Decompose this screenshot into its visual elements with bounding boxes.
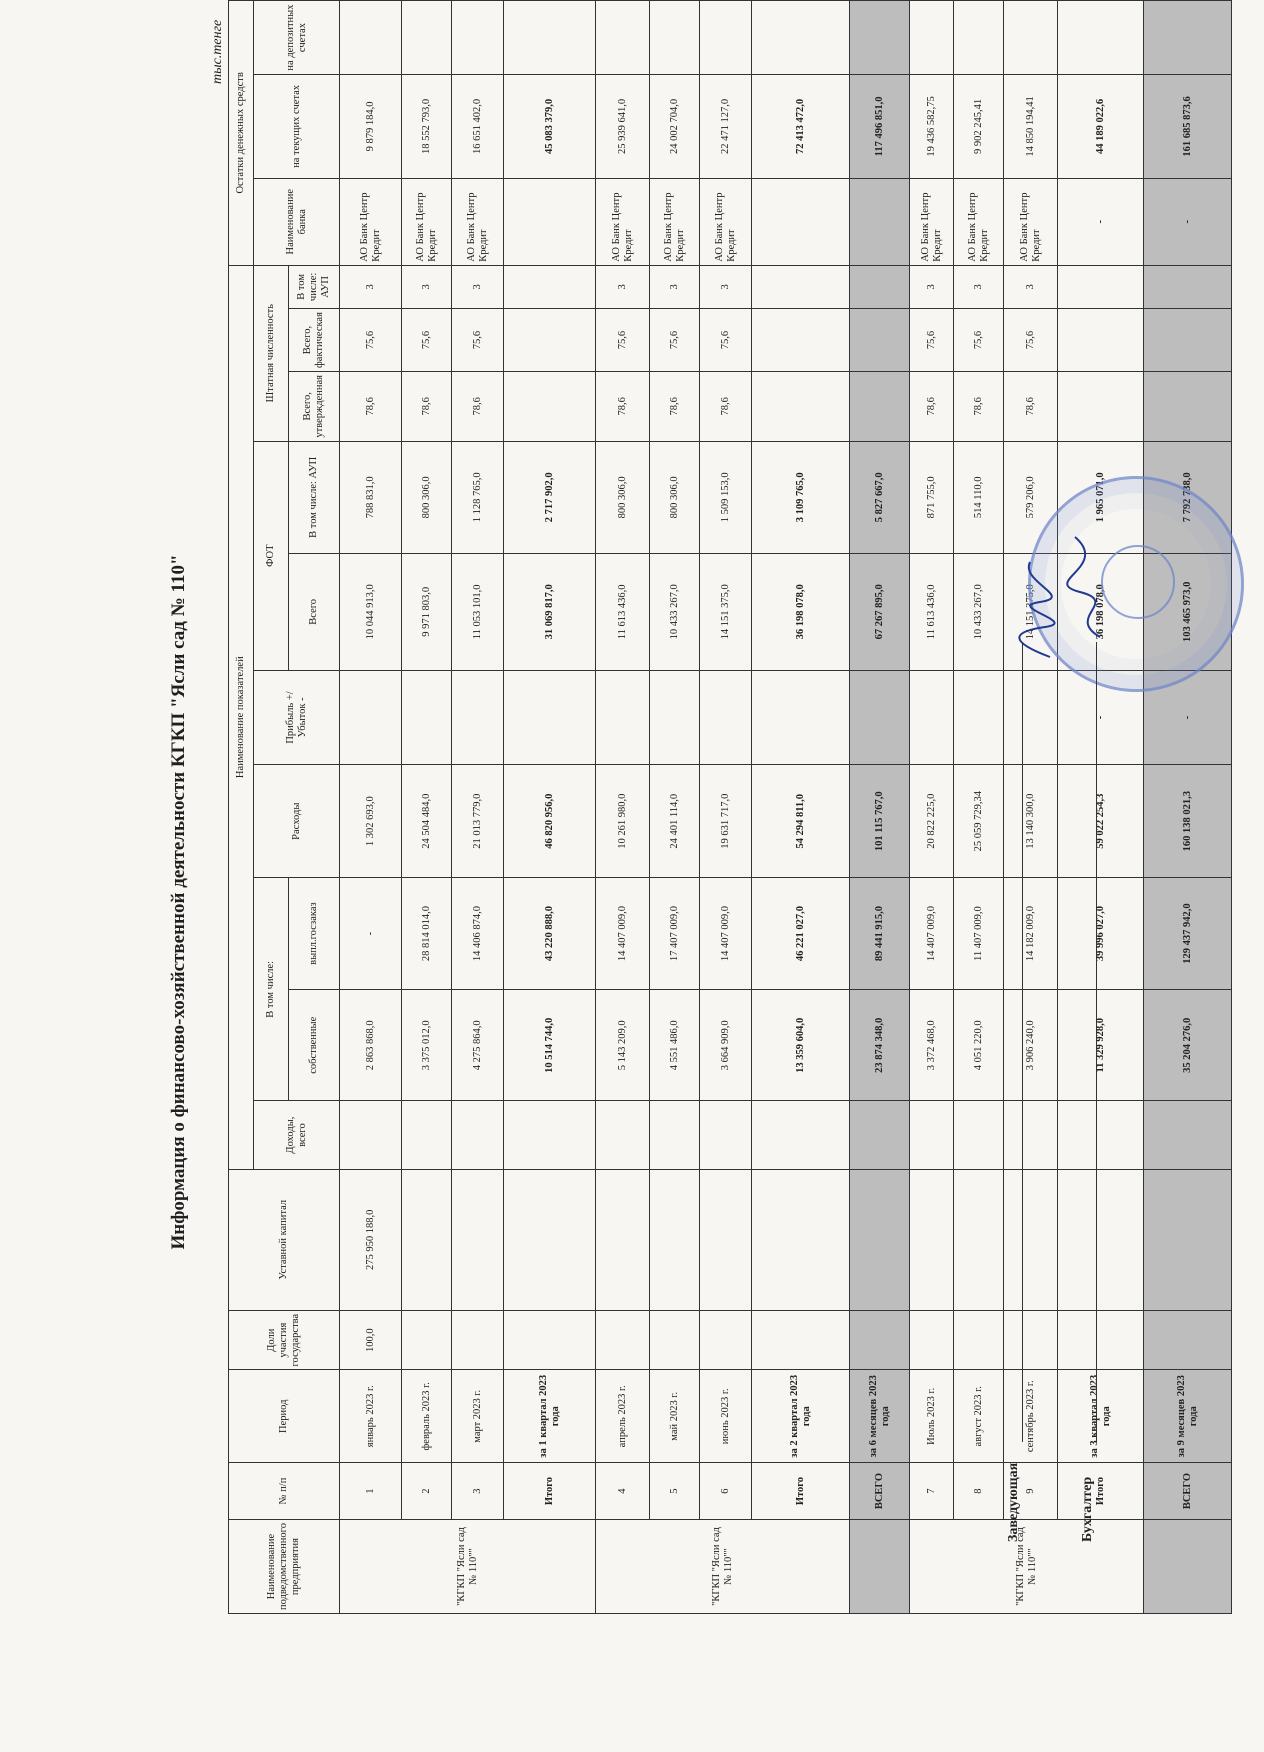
cell-state-order: 14 182 009,0 — [1004, 878, 1058, 990]
cell-deposit — [850, 1, 910, 75]
cell-fot-aup: 514 110,0 — [954, 441, 1004, 553]
cell-staff-aup: 3 — [596, 265, 650, 308]
cell-own: 10 514 744,0 — [504, 990, 596, 1101]
header-num: № п/п — [229, 1463, 340, 1520]
cell-fot-aup: 579 206,0 — [1004, 441, 1058, 553]
cell-share — [452, 1310, 504, 1370]
cell-state-order: 14 407 009,0 — [700, 878, 752, 990]
cell-staff-actual — [504, 309, 596, 372]
cell-own: 4 551 486,0 — [650, 990, 700, 1101]
cell-period: июнь 2023 г. — [700, 1370, 752, 1463]
cell-staff-approved: 78,6 — [910, 372, 954, 442]
cell-share — [954, 1310, 1004, 1370]
cell-capital — [954, 1169, 1004, 1310]
cell-capital — [1058, 1169, 1144, 1310]
table-row — [650, 1, 700, 1614]
cell-deposit — [402, 1, 452, 75]
cell-staff-approved: 78,6 — [650, 372, 700, 442]
cell-num: 1 — [340, 1463, 402, 1520]
cell-staff-approved — [504, 372, 596, 442]
cell-income — [402, 1101, 452, 1169]
cell-fot-total: 10 433 267,0 — [650, 553, 700, 670]
cell-deposit — [910, 1, 954, 75]
cell-capital — [596, 1169, 650, 1310]
cell-period: за 1 квартал 2023 года — [504, 1370, 596, 1463]
cell-period: февраль 2023 г. — [402, 1370, 452, 1463]
cell-expenses: 25 059 729,34 — [954, 765, 1004, 878]
cell-bank: АО Банк Центр Кредит — [1004, 178, 1058, 265]
cell-current: 25 939 641,0 — [596, 75, 650, 179]
cell-own: 3 906 240,0 — [1004, 990, 1058, 1101]
cell-own: 13 359 604,0 — [752, 990, 850, 1101]
cell-staff-aup — [850, 265, 910, 308]
cell-fot-total: 11 613 436,0 — [596, 553, 650, 670]
cell-fot-total: 103 465 973,0 — [1144, 553, 1232, 670]
cell-deposit — [1144, 1, 1232, 75]
cell-fot-aup: 7 792 738,0 — [1144, 441, 1232, 553]
header-indicators: Наименование показателей — [229, 265, 254, 1169]
table-row — [850, 1, 910, 1614]
cell-current: 9 902 245,41 — [954, 75, 1004, 179]
cell-share — [752, 1310, 850, 1370]
cell-profit — [910, 670, 954, 765]
cell-expenses: 19 631 717,0 — [700, 765, 752, 878]
cell-staff-approved: 78,6 — [954, 372, 1004, 442]
cell-expenses: 20 822 225,0 — [910, 765, 954, 878]
cell-bank: АО Банк Центр Кредит — [452, 178, 504, 265]
cell-period: за 2 квартал 2023 года — [752, 1370, 850, 1463]
cell-deposit — [504, 1, 596, 75]
finance-table — [228, 0, 1232, 1614]
table-row — [504, 1, 596, 1614]
header-staff: Штатная численность — [254, 265, 289, 441]
cell-staff-aup: 3 — [954, 265, 1004, 308]
cell-capital — [700, 1169, 752, 1310]
table-row — [1144, 1, 1232, 1614]
cell-deposit — [1004, 1, 1058, 75]
cell-num: 5 — [650, 1463, 700, 1520]
cell-num: 6 — [700, 1463, 752, 1520]
cell-income — [1058, 1101, 1144, 1169]
cell-income — [596, 1101, 650, 1169]
cell-fot-total: 14 151 375,0 — [1004, 553, 1058, 670]
cell-staff-actual: 75,6 — [452, 309, 504, 372]
cell-period: сентябрь 2023 г. — [1004, 1370, 1058, 1463]
signature-accountant-label: Бухгалтер — [1080, 1476, 1095, 1542]
cell-staff-actual — [1144, 309, 1232, 372]
cell-fot-total: 11 053 101,0 — [452, 553, 504, 670]
cell-bank — [752, 178, 850, 265]
signature-head-line — [1022, 642, 1023, 1442]
table-row — [752, 1, 850, 1614]
cell-deposit — [650, 1, 700, 75]
cell-own: 3 375 012,0 — [402, 990, 452, 1101]
cell-state-order: 46 221 027,0 — [752, 878, 850, 990]
cell-staff-approved: 78,6 — [402, 372, 452, 442]
cell-num: 7 — [910, 1463, 954, 1520]
header-profit: Прибыль +/ Убыток - — [254, 670, 340, 765]
cell-current: 45 083 379,0 — [504, 75, 596, 179]
cell-fot-aup: 871 755,0 — [910, 441, 954, 553]
header-including: В том числе: — [254, 878, 289, 1101]
cell-fot-aup: 5 827 667,0 — [850, 441, 910, 553]
cell-current: 44 189 022,6 — [1058, 75, 1144, 179]
cell-fot-total: 11 613 436,0 — [910, 553, 954, 670]
cell-fot-aup: 800 306,0 — [596, 441, 650, 553]
cell-bank — [850, 178, 910, 265]
cell-capital — [910, 1169, 954, 1310]
cell-num: Итого — [752, 1463, 850, 1520]
cell-fot-total: 36 198 078,0 — [752, 553, 850, 670]
cell-state-order: 14 407 009,0 — [910, 878, 954, 990]
cell-staff-actual — [752, 309, 850, 372]
cell-current: 22 471 127,0 — [700, 75, 752, 179]
cell-bank: АО Банк Центр Кредит — [650, 178, 700, 265]
cell-fot-total: 31 069 817,0 — [504, 553, 596, 670]
header-fot-aup: В том числе: АУП — [289, 441, 340, 553]
cell-bank: АО Банк Центр Кредит — [402, 178, 452, 265]
cell-fot-total: 10 433 267,0 — [954, 553, 1004, 670]
cell-income — [1144, 1101, 1232, 1169]
cell-num: ВСЕГО — [1144, 1463, 1232, 1520]
cell-enterprise-empty — [1144, 1520, 1232, 1614]
cell-staff-approved: 78,6 — [452, 372, 504, 442]
cell-current: 18 552 793,0 — [402, 75, 452, 179]
cell-expenses: 46 820 956,0 — [504, 765, 596, 878]
cell-share — [1058, 1310, 1144, 1370]
cell-income — [752, 1101, 850, 1169]
cell-staff-approved — [752, 372, 850, 442]
header-current: на текущих счетах — [254, 75, 340, 179]
header-state-share: Доли участия государства — [229, 1310, 340, 1370]
cell-deposit — [954, 1, 1004, 75]
cell-own: 4 051 220,0 — [954, 990, 1004, 1101]
cell-share — [1144, 1310, 1232, 1370]
cell-state-order: 17 407 009,0 — [650, 878, 700, 990]
cell-current: 9 879 184,0 — [340, 75, 402, 179]
cell-own: 23 874 348,0 — [850, 990, 910, 1101]
cell-period: за 3 квартал 2023 года — [1058, 1370, 1144, 1463]
cell-staff-aup: 3 — [910, 265, 954, 308]
cell-income — [452, 1101, 504, 1169]
cell-num: 9 — [1004, 1463, 1058, 1520]
cell-staff-actual: 75,6 — [596, 309, 650, 372]
cell-current: 14 850 194,41 — [1004, 75, 1058, 179]
cell-expenses: 10 261 980,0 — [596, 765, 650, 878]
cell-enterprise: "КГКП "Ясли сад № 110"" — [910, 1520, 1144, 1614]
cell-fot-aup: 1 509 153,0 — [700, 441, 752, 553]
cell-staff-actual: 75,6 — [402, 309, 452, 372]
cell-enterprise: "КГКП "Ясли сад № 110"" — [340, 1520, 596, 1614]
cell-bank: АО Банк Центр Кредит — [954, 178, 1004, 265]
cell-current: 72 413 472,0 — [752, 75, 850, 179]
cell-own: 4 275 864,0 — [452, 990, 504, 1101]
cell-staff-aup: 3 — [1004, 265, 1058, 308]
cell-profit — [1004, 670, 1058, 765]
header-staff-aup: В том числе: АУП — [289, 265, 340, 308]
cell-share — [650, 1310, 700, 1370]
cell-income — [504, 1101, 596, 1169]
cell-deposit — [1058, 1, 1144, 75]
cell-expenses: 13 140 300,0 — [1004, 765, 1058, 878]
cell-staff-approved — [850, 372, 910, 442]
cell-deposit — [340, 1, 402, 75]
cell-fot-aup: 800 306,0 — [650, 441, 700, 553]
cell-income — [340, 1101, 402, 1169]
cell-staff-approved: 78,6 — [700, 372, 752, 442]
cell-capital — [504, 1169, 596, 1310]
cell-state-order: 11 407 009,0 — [954, 878, 1004, 990]
cell-staff-actual: 75,6 — [954, 309, 1004, 372]
cell-share — [700, 1310, 752, 1370]
cell-bank: АО Банк Центр Кредит — [700, 178, 752, 265]
cell-bank: АО Банк Центр Кредит — [596, 178, 650, 265]
cell-profit: - — [1144, 670, 1232, 765]
cell-period: апрель 2023 г. — [596, 1370, 650, 1463]
cell-staff-aup: 3 — [700, 265, 752, 308]
cell-fot-aup: 1 965 071,0 — [1058, 441, 1144, 553]
cell-capital: 275 950 188,0 — [340, 1169, 402, 1310]
cell-state-order: 28 814 014,0 — [402, 878, 452, 990]
cell-expenses: 21 013 779,0 — [452, 765, 504, 878]
cell-state-order: 14 406 874,0 — [452, 878, 504, 990]
cell-current: 161 685 873,6 — [1144, 75, 1232, 179]
cell-income — [850, 1101, 910, 1169]
table-row — [700, 1, 752, 1614]
table-row — [910, 1, 954, 1614]
cell-period: январь 2023 г. — [340, 1370, 402, 1463]
header-income: Доходы, всего — [254, 1101, 340, 1169]
table-row — [452, 1, 504, 1614]
cell-share — [596, 1310, 650, 1370]
cell-staff-aup: 3 — [402, 265, 452, 308]
cell-deposit — [452, 1, 504, 75]
cell-period: Июль 2023 г. — [910, 1370, 954, 1463]
header-expenses: Расходы — [254, 765, 340, 878]
cell-staff-actual: 75,6 — [650, 309, 700, 372]
cell-profit — [504, 670, 596, 765]
cell-deposit — [596, 1, 650, 75]
cell-capital — [402, 1169, 452, 1310]
cell-expenses: 101 115 767,0 — [850, 765, 910, 878]
cell-state-order: 39 996 027,0 — [1058, 878, 1144, 990]
cell-staff-approved: 78,6 — [596, 372, 650, 442]
cell-period: за 6 месяцев 2023 года — [850, 1370, 910, 1463]
cell-state-order: 43 220 888,0 — [504, 878, 596, 990]
cell-share — [910, 1310, 954, 1370]
cell-expenses: 54 294 811,0 — [752, 765, 850, 878]
cell-profit — [650, 670, 700, 765]
cell-staff-approved: 78,6 — [1004, 372, 1058, 442]
signature-accountant — [1060, 532, 1130, 642]
cell-staff-actual: 75,6 — [700, 309, 752, 372]
cell-capital — [1144, 1169, 1232, 1310]
cell-current: 117 496 851,0 — [850, 75, 910, 179]
cell-own: 5 143 209,0 — [596, 990, 650, 1101]
cell-expenses: 160 138 021,3 — [1144, 765, 1232, 878]
header-state-order: выпл.госзаказ — [289, 878, 340, 990]
cell-state-order: 129 437 942,0 — [1144, 878, 1232, 990]
cell-staff-aup: 3 — [452, 265, 504, 308]
cell-deposit — [700, 1, 752, 75]
cell-staff-aup — [1144, 265, 1232, 308]
cell-share — [504, 1310, 596, 1370]
cell-staff-actual — [850, 309, 910, 372]
cell-own: 35 204 276,0 — [1144, 990, 1232, 1101]
cell-profit — [402, 670, 452, 765]
cell-share — [1004, 1310, 1058, 1370]
cell-staff-approved — [1058, 372, 1144, 442]
cell-fot-aup: 2 717 902,0 — [504, 441, 596, 553]
cell-bank: АО Банк Центр Кредит — [340, 178, 402, 265]
cell-staff-aup: 3 — [340, 265, 402, 308]
cell-income — [910, 1101, 954, 1169]
cell-current: 19 436 582,75 — [910, 75, 954, 179]
cell-expenses: 59 022 254,3 — [1058, 765, 1144, 878]
cell-current: 16 651 402,0 — [452, 75, 504, 179]
header-period: Период — [229, 1370, 340, 1463]
cell-enterprise-empty — [850, 1520, 910, 1614]
cell-staff-aup: 3 — [650, 265, 700, 308]
signature-head-label: Заведующая — [1006, 1462, 1021, 1542]
cell-state-order: 14 407 009,0 — [596, 878, 650, 990]
cell-staff-actual: 75,6 — [910, 309, 954, 372]
cell-fot-aup: 3 109 765,0 — [752, 441, 850, 553]
table-row — [596, 1, 650, 1614]
cell-fot-total: 10 044 913,0 — [340, 553, 402, 670]
header-bank: Наименование банка — [254, 178, 340, 265]
header-enterprise: Наименование подведомственного предприятия — [229, 1520, 340, 1614]
cell-period: за 9 месяцев 2023 года — [1144, 1370, 1232, 1463]
cell-num: Итого — [504, 1463, 596, 1520]
unit-label: тыс.тенге — [210, 19, 225, 84]
table-row — [954, 1, 1004, 1614]
header-deposit: на депозитных счетах — [254, 1, 340, 75]
cell-income — [954, 1101, 1004, 1169]
cell-enterprise: "КГКП "Ясли сад № 110"" — [596, 1520, 850, 1614]
cell-num: 8 — [954, 1463, 1004, 1520]
cell-staff-aup — [752, 265, 850, 308]
header-fot: ФОТ — [254, 441, 289, 670]
cell-profit: - — [1058, 670, 1144, 765]
cell-staff-approved — [1144, 372, 1232, 442]
cell-bank: АО Банк Центр Кредит — [910, 178, 954, 265]
cell-capital — [752, 1169, 850, 1310]
cell-fot-total: 14 151 375,0 — [700, 553, 752, 670]
cell-capital — [452, 1169, 504, 1310]
table-row — [402, 1, 452, 1614]
cell-fot-total: 36 198 078,0 — [1058, 553, 1144, 670]
table-row — [1004, 1, 1058, 1614]
cell-income — [1004, 1101, 1058, 1169]
cell-own: 3 372 468,0 — [910, 990, 954, 1101]
cell-profit — [452, 670, 504, 765]
table-row — [340, 1, 402, 1614]
cell-staff-aup — [504, 265, 596, 308]
cell-num: ВСЕГО — [850, 1463, 910, 1520]
cell-income — [650, 1101, 700, 1169]
cell-state-order: - — [340, 878, 402, 990]
cell-period: август 2023 г. — [954, 1370, 1004, 1463]
cell-own: 2 863 868,0 — [340, 990, 402, 1101]
cell-profit — [340, 670, 402, 765]
cell-profit — [850, 670, 910, 765]
header-staff-approved: Всего, утвержденная — [289, 372, 340, 442]
cell-bank — [504, 178, 596, 265]
cell-fot-total: 67 267 895,0 — [850, 553, 910, 670]
cell-num: 4 — [596, 1463, 650, 1520]
cell-fot-aup: 800 306,0 — [402, 441, 452, 553]
cell-profit — [700, 670, 752, 765]
signature-accountant-line — [1096, 642, 1097, 1442]
cell-profit — [954, 670, 1004, 765]
cell-share — [850, 1310, 910, 1370]
cell-staff-actual — [1058, 309, 1144, 372]
cell-staff-approved: 78,6 — [340, 372, 402, 442]
cell-profit — [596, 670, 650, 765]
cell-expenses: 24 401 114,0 — [650, 765, 700, 878]
header-capital: Уставной капитал — [229, 1169, 340, 1310]
cell-deposit — [752, 1, 850, 75]
cell-current: 24 002 704,0 — [650, 75, 700, 179]
cell-num: 2 — [402, 1463, 452, 1520]
cell-capital — [1004, 1169, 1058, 1310]
cell-state-order: 89 441 915,0 — [850, 878, 910, 990]
cell-expenses: 1 302 693,0 — [340, 765, 402, 878]
header-staff-actual: Всего, фактическая — [289, 309, 340, 372]
cell-staff-aup — [1058, 265, 1144, 308]
cell-expenses: 24 504 484,0 — [402, 765, 452, 878]
cell-num: 3 — [452, 1463, 504, 1520]
header-balances: Остатки денежных средств — [229, 1, 254, 266]
cell-profit — [752, 670, 850, 765]
cell-fot-aup: 788 831,0 — [340, 441, 402, 553]
cell-fot-aup: 1 128 765,0 — [452, 441, 504, 553]
cell-own: 3 664 909,0 — [700, 990, 752, 1101]
header-fot-total: Всего — [289, 553, 340, 670]
cell-num: Итого — [1058, 1463, 1144, 1520]
cell-bank: - — [1058, 178, 1144, 265]
cell-capital — [850, 1169, 910, 1310]
cell-capital — [650, 1169, 700, 1310]
table-row — [1058, 1, 1144, 1614]
cell-income — [700, 1101, 752, 1169]
cell-bank: - — [1144, 178, 1232, 265]
cell-fot-total: 9 971 803,0 — [402, 553, 452, 670]
cell-staff-actual: 75,6 — [340, 309, 402, 372]
cell-own: 11 329 928,0 — [1058, 990, 1144, 1101]
cell-share — [402, 1310, 452, 1370]
cell-share: 100,0 — [340, 1310, 402, 1370]
cell-period: март 2023 г. — [452, 1370, 504, 1463]
document-title: Информация о финансово-хозяйственной деятельности КГКП "Ясли сад № 110" — [168, 554, 189, 1250]
cell-staff-actual: 75,6 — [1004, 309, 1058, 372]
header-own: собственные — [289, 990, 340, 1101]
cell-period: май 2023 г. — [650, 1370, 700, 1463]
